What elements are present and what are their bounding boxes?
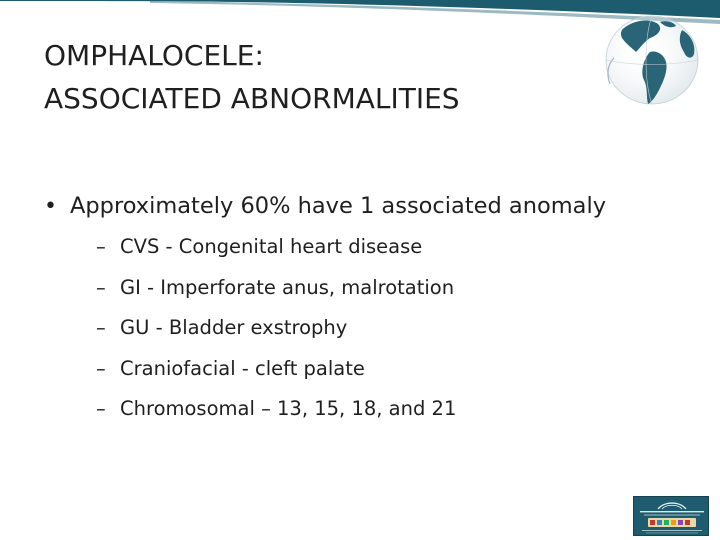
sub-bullet-text: Chromosomal – 13, 15, 18, and 21 <box>120 397 457 420</box>
sub-bullet-marker: – <box>96 356 106 380</box>
society-logo <box>633 496 709 536</box>
slide-title <box>44 34 584 120</box>
title-line-2: ASSOCIATED ABNORMALITIES <box>44 82 460 115</box>
sub-bullet-gi <box>44 268 704 309</box>
bullet-list <box>44 186 704 430</box>
sub-bullet-craniofacial <box>44 349 704 390</box>
title-line-1: OMPHALOCELE: <box>44 39 264 72</box>
logo-graphic <box>634 497 709 536</box>
sub-bullet-text: CVS - Congenital heart disease <box>120 235 423 258</box>
sub-bullet-marker: – <box>96 275 106 299</box>
main-bullet <box>44 186 704 227</box>
sub-bullet-list <box>44 227 704 430</box>
sub-bullet-marker: – <box>96 316 106 339</box>
sub-bullet-chromosomal <box>44 389 704 430</box>
sub-bullet-cvs <box>44 227 704 268</box>
sub-bullet-text: GU - Bladder exstrophy <box>120 316 348 339</box>
sub-bullet-text: Craniofacial - cleft palate <box>120 356 365 380</box>
globe-icon <box>594 8 706 112</box>
sub-bullet-marker: – <box>96 397 106 420</box>
sub-bullet-gu <box>44 308 704 349</box>
sub-bullet-text: GI - Imperforate anus, malrotation <box>120 275 455 299</box>
sub-bullet-marker: – <box>96 235 106 258</box>
main-bullet-text: Approximately 60% have 1 associated anomaly <box>70 193 607 219</box>
bullet-marker: • <box>44 194 57 219</box>
